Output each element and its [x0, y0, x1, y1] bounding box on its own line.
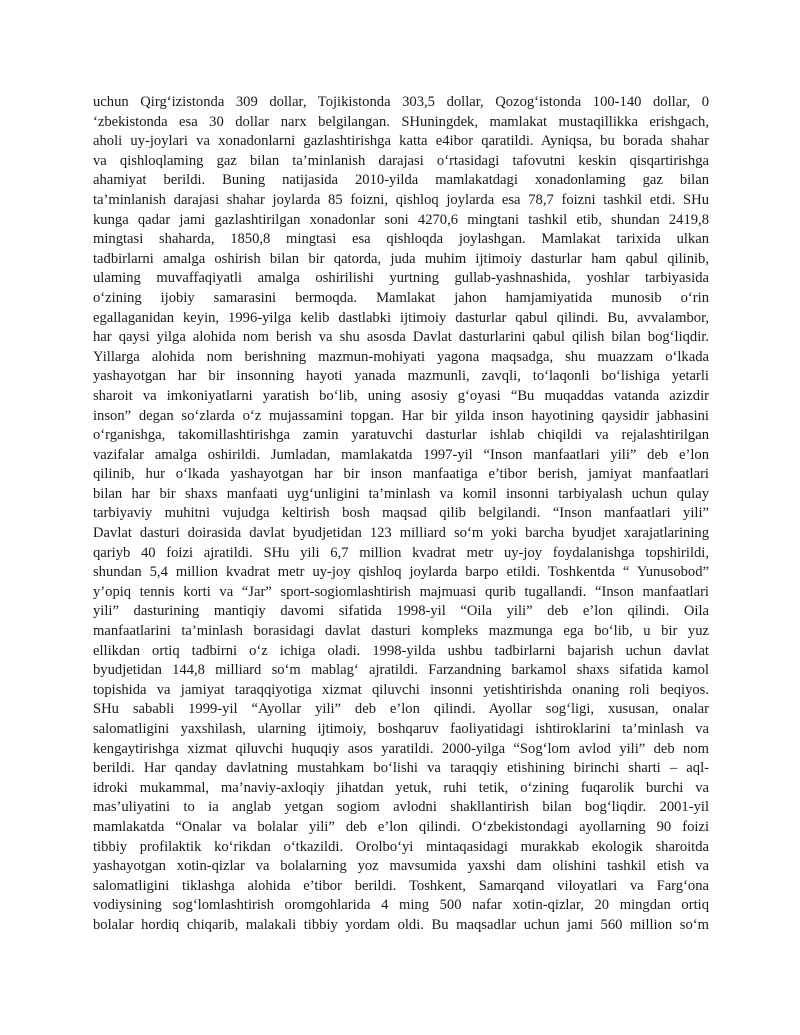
- text-line: bolalar hordiq chiqarib, malakali tibbiy yordam oldi. Bu maqsadlar uchun jami 560 million so‘m: [93, 916, 709, 933]
- text-line: sharoit va imkoniyatlarni yaratish bo‘lib, uning asosiy g‘oyasi “Bu muqaddas vatanda azizdir: [93, 387, 709, 404]
- text-line: kengaytirishga xizmat qiluvchi huquqiy asos yaratildi. 2000-yilga “Sog‘lom avlod yili” deb nom: [93, 740, 709, 757]
- text-line: salomatligini tiklashga alohida e’tibor berildi. Toshkent, Samarqand viloyatlari va Farg‘ona: [93, 877, 709, 894]
- text-line: ulaming muvaffaqiyatli amalga oshirilishi yurtning gullab-yashnashida, yoshlar tarbiyasida: [93, 270, 709, 287]
- text-line: aholi uy-joylari va xonadonlarni gazlashtirishga katta e4ibor qaratildi. Ayniqsa, bu borada shahar: [93, 133, 709, 150]
- text-line: Yillarga alohida nom berishning mazmun-mohiyati yagona maqsadga, shu muazzam o‘lkada: [93, 348, 709, 365]
- text-line: y’opiq tennis korti va “Jar” sport-sogiomlashtirish majmuasi qurib tugallandi. “Inson manfaatlari: [93, 583, 709, 600]
- text-line: vazifalar amalga oshirildi. Jumladan, mamlakatda 1997-yil “Inson manfaatlari yili” deb e’lon: [93, 446, 709, 463]
- text-line: Davlat dasturi doirasida davlat byudjetidan 123 milliard so‘m yoki barcha byudjet xarajatlarining: [93, 525, 709, 542]
- text-line: vodiysining sog‘lomlashtirish oromgohlarida 4 ming 500 nafar xotin-qizlar, 20 mingdan ortiq: [93, 897, 709, 914]
- document-page: [93, 93, 709, 936]
- text-line: o‘zining ijobiy samarasini bermoqda. Mamlakat jahon hamjamiyatida munosib o‘rin: [93, 289, 709, 306]
- text-line: idroki mukammal, ma’naviy-axloqiy jihatdan yetuk, ruhi tetik, o‘zining fuqarolik burchi va: [93, 779, 709, 796]
- text-line: har qaysi yilga alohida nom berish va shu asosda Davlat dasturlarini qabul qilish bilan bog‘liqdir.: [93, 329, 709, 346]
- text-line: uchun Qirg‘izistonda 309 dollar, Tojikistonda 303,5 dollar, Qozog‘istonda 100-140 dollar, 0: [93, 94, 709, 110]
- text-line: mas’uliyatini to ia anglab yetgan sogiom avlodni shakllantirish bilan bog‘liqdir. 2001-yil: [93, 799, 709, 816]
- text-line: salomatligini yaxshilash, ularning ijtimoiy, boshqaruv faoliyatidagi ishtiroklarini ta’minlash va: [93, 721, 709, 737]
- text-line: byudjetidan 144,8 milliard so‘m mablag‘ ajratildi. Farzandning barkamol shaxs sifatida kamol: [93, 662, 709, 679]
- text-line: tadbirlarni amalga oshirish bilan bir qatorda, juda muhim ijtimoiy dasturlar ham qabul qilinib,: [93, 250, 709, 267]
- text-line: ta’minlanish darajasi shahar joylarda 85 foizni, qishloq joylarda esa 78,7 foizni tashkil etdi. SHu: [93, 191, 709, 208]
- text-line: manfaatlarini ta’minlash borasidagi davlat dasturi kompleks mazmunga ega bo‘lib, u bir yuz: [93, 623, 709, 640]
- text-line: va qishloqlaming gaz bilan ta’minlanish darajasi o‘rtasidagi tafovutni keskin qisqartirishga: [93, 152, 709, 169]
- text-line: qilinib, hur o‘lkada yashayotgan har bir inson manfaatiga e’tibor berish, jamiyat manfaatlari: [93, 466, 709, 483]
- text-line: ‘zbekistonda esa 30 dollar narx belgilangan. SHuningdek, mamlakat mustaqillikka erishgach,: [93, 113, 709, 130]
- text-line: mamlakatda “Onalar va bolalar yili” deb e’lon qilindi. O‘zbekistondagi ayollarning 90 foizi: [93, 818, 709, 835]
- text-line: mingtasi shaharda, 1850,8 mingtasi esa qishloqda joylashgan. Mamlakat tarixida ulkan: [93, 231, 709, 248]
- text-line: SHu sababli 1999-yil “Ayollar yili” deb e’lon qilindi. Ayollar sog‘ligi, xususan, onalar: [93, 701, 709, 718]
- text-line: kunga qadar jami gazlashtirilgan xonadonlar soni 4270,6 mingtani tashkil etib, shundan 2419,8: [93, 211, 709, 228]
- text-line: qariyb 40 foizi ajratildi. SHu yili 6,7 million kvadrat metr uy-joy foydalanishga topshirildi,: [93, 544, 709, 561]
- text-line: egallaganidan keyin, 1996-yilga kelib dastlabki ijtimoiy dasturlar qabul qilindi. Bu, avvalambor,: [93, 309, 709, 326]
- text-line: yili” dasturining mantiqiy davomi sifatida 1998-yil “Oila yili” deb e’lon qilindi. Oila: [93, 603, 709, 620]
- text-line: shundan 5,4 million kvadrat metr uy-joy qishloq joylarda barpo etildi. Toshkentda “ Yunusobod”: [93, 564, 709, 581]
- text-line: berildi. Har qanday davlatning mustahkam bo‘lishi va taraqqiy etishining birinchi sharti – aql-: [93, 760, 709, 777]
- text-line: ellikdan ortiq tadbirni o‘z ichiga oladi. 1998-yilda ushbu tadbirlarni bajarish uchun davlat: [93, 642, 709, 659]
- text-line: o‘rganishga, takomillashtirishga zamin yaratuvchi dasturlar ishlab chiqildi va rejalashtirilgan: [93, 427, 709, 444]
- text-line: yashayotgan har bir insonning hayoti yanada mazmunli, zavqli, to‘laqonli bo‘lishiga yetarli: [93, 368, 709, 385]
- text-line: yashayotgan xotin-qizlar va bolalarning yoz mavsumida yaxshi dam olishini tashkil etish va: [93, 858, 709, 875]
- text-line: inson” degan so‘zlarda o‘z mujassamini topgan. Har bir yilda inson hayotining qaysidir jabhasini: [93, 407, 709, 424]
- text-line: tibbiy profilaktik ko‘rikdan o‘tkazildi. Orolbo‘yi mintaqasidagi murakkab ekologik sharoitda: [93, 838, 709, 855]
- text-line: ahamiyat berildi. Buning natijasida 2010-yilda mamlakatdagi xonadonlaming gaz bilan: [93, 172, 709, 189]
- text-line: topishida va jamiyat taraqqiyotiga xizmat qiluvchi insonni yetishtirishda onaning roli beqiyos.: [93, 681, 709, 698]
- text-line: tarbiyaviy muhitni vujudga keltirish bosh maqsad qilib belgilandi. “Inson manfaatlari yili”: [93, 505, 709, 522]
- text-line: bilan har bir shaxs manfaati uyg‘unligini ta’minlash va komil insonni tarbiyalash uchun qulay: [93, 485, 709, 502]
